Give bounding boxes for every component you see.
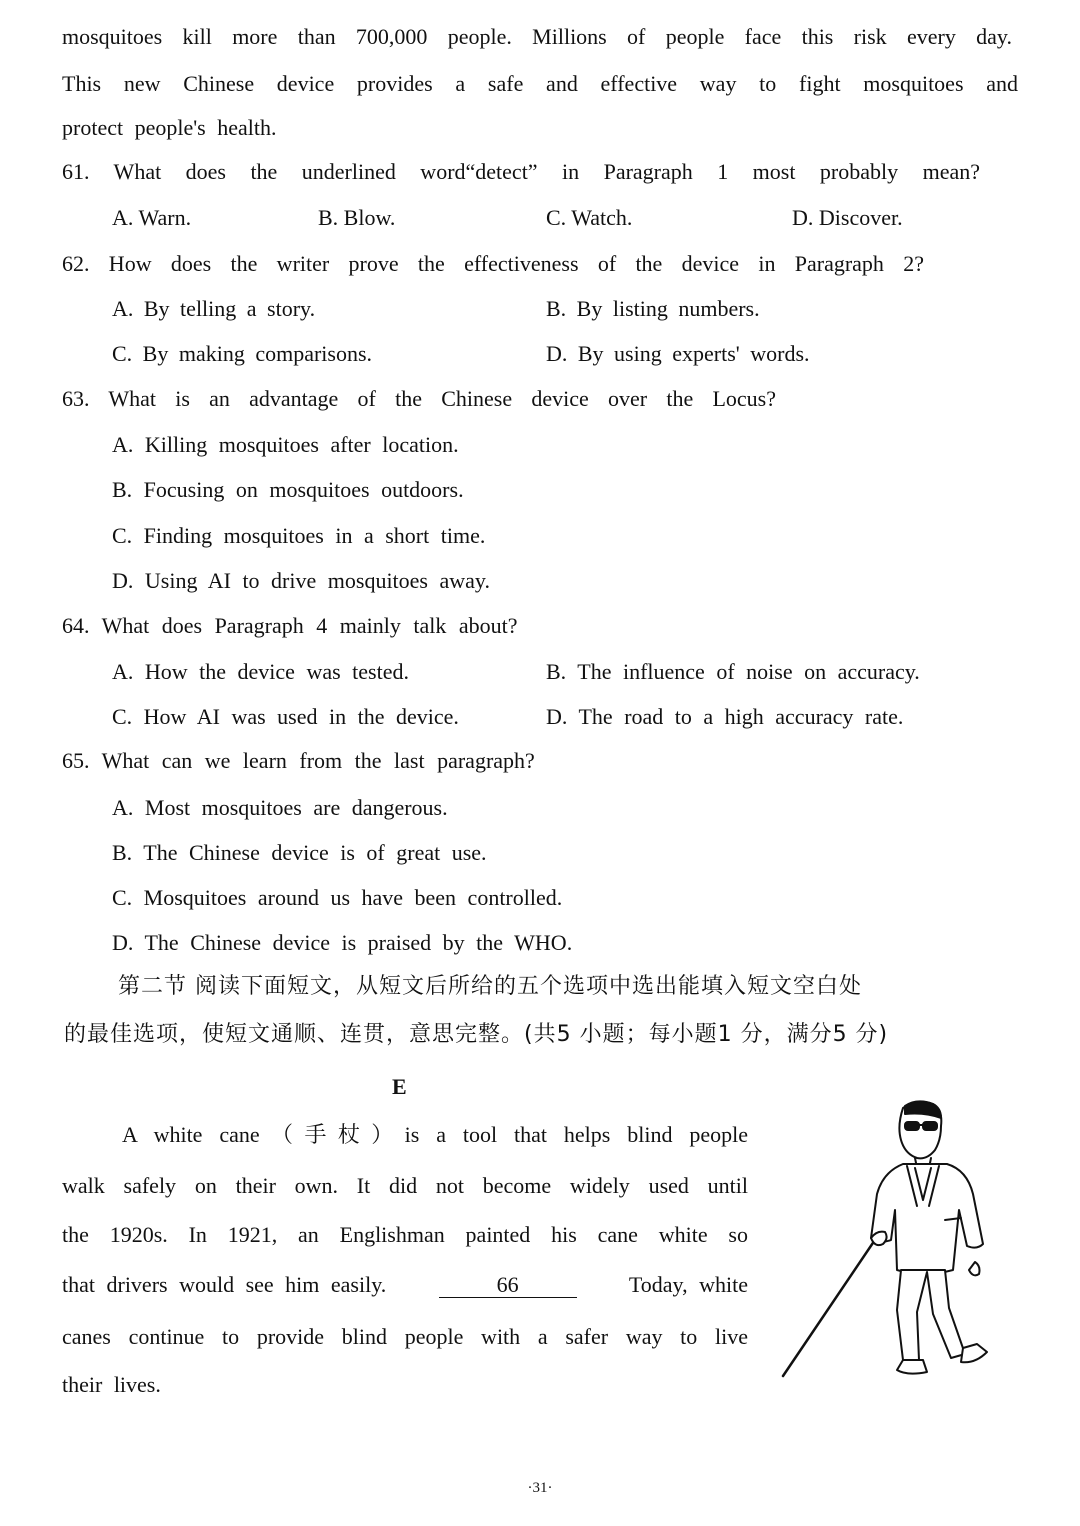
passage-line-1: mosquitoes kill more than 700,000 people. Millions of people face this risk every day. <box>62 24 1012 49</box>
passage-line-3: protect people's health. <box>62 115 277 140</box>
question-62-stem: 62. How does the writer prove the effectiveness of the device in Paragraph 2? <box>62 251 924 276</box>
blank-66: 66 <box>439 1273 577 1298</box>
question-61-option-a: A. Warn. <box>112 205 192 230</box>
question-64-option-b: B. The influence of noise on accuracy. <box>546 659 920 684</box>
passage-e-line-2: walk safely on their own. It did not become widely used until <box>62 1173 748 1198</box>
passage-e-heading: E <box>392 1074 407 1099</box>
question-62-option-b: B. By listing numbers. <box>546 296 760 321</box>
question-65-option-c: C. Mosquitoes around us have been controlled. <box>112 885 563 910</box>
question-65-stem: 65. What can we learn from the last paragraph? <box>62 748 535 773</box>
question-65-option-b: B. The Chinese device is of great use. <box>112 840 487 865</box>
question-64-option-c: C. How AI was used in the device. <box>112 704 459 729</box>
passage-e-line-4-after: Today, white <box>628 1272 748 1297</box>
question-65-option-d: D. The Chinese device is praised by the WHO. <box>112 930 573 955</box>
passage-e-line-4 <box>62 1272 748 1298</box>
question-62-option-c: C. By making comparisons. <box>112 341 373 366</box>
section-2-instruction-line-2: 的最佳选项，使短文通顺、连贯，意思完整。(共5 小题；每小题1 分，满分5 分) <box>64 1022 889 1047</box>
question-63-stem: 63. What is an advantage of the Chinese device over the Locus? <box>62 386 776 411</box>
question-61-option-c: C. Watch. <box>546 205 633 230</box>
blind-man-with-white-cane-icon <box>775 1092 1015 1382</box>
question-63-option-c: C. Finding mosquitoes in a short time. <box>112 523 486 548</box>
page-number: ·31· <box>527 1480 553 1496</box>
question-63-option-b: B. Focusing on mosquitoes outdoors. <box>112 477 464 502</box>
passage-e-line-3: the 1920s. In 1921, an Englishman painted his cane white so <box>62 1222 748 1247</box>
question-63-option-d: D. Using AI to drive mosquitoes away. <box>112 568 490 593</box>
question-65-option-a: A. Most mosquitoes are dangerous. <box>112 795 448 820</box>
question-64-option-a: A. How the device was tested. <box>112 659 409 684</box>
question-62-option-a: A. By telling a story. <box>112 296 316 321</box>
question-64-option-d: D. The road to a high accuracy rate. <box>546 704 904 729</box>
question-61-option-b: B. Blow. <box>318 205 396 230</box>
question-62-option-d: D. By using experts' words. <box>546 341 810 366</box>
question-63-option-a: A. Killing mosquitoes after location. <box>112 432 459 457</box>
passage-e-line-4-before: that drivers would see him easily. <box>62 1272 387 1297</box>
passage-line-2: This new Chinese device provides a safe and effective way to fight mosquitoes and <box>62 71 1018 96</box>
question-64-stem: 64. What does Paragraph 4 mainly talk about? <box>62 613 518 638</box>
question-61-stem: 61. What does the underlined word“detect” in Paragraph 1 most probably mean? <box>62 159 980 184</box>
section-2-instruction-line-1: 第二节 阅读下面短文，从短文后所给的五个选项中选出能填入短文空白处 <box>118 974 862 999</box>
passage-e-line-1: A white cane（手杖）is a tool that helps blind people <box>122 1122 748 1147</box>
passage-e-line-5: canes continue to provide blind people with a safer way to live <box>62 1324 748 1349</box>
question-61-option-d: D. Discover. <box>792 205 903 230</box>
passage-e-line-6: their lives. <box>62 1372 161 1397</box>
